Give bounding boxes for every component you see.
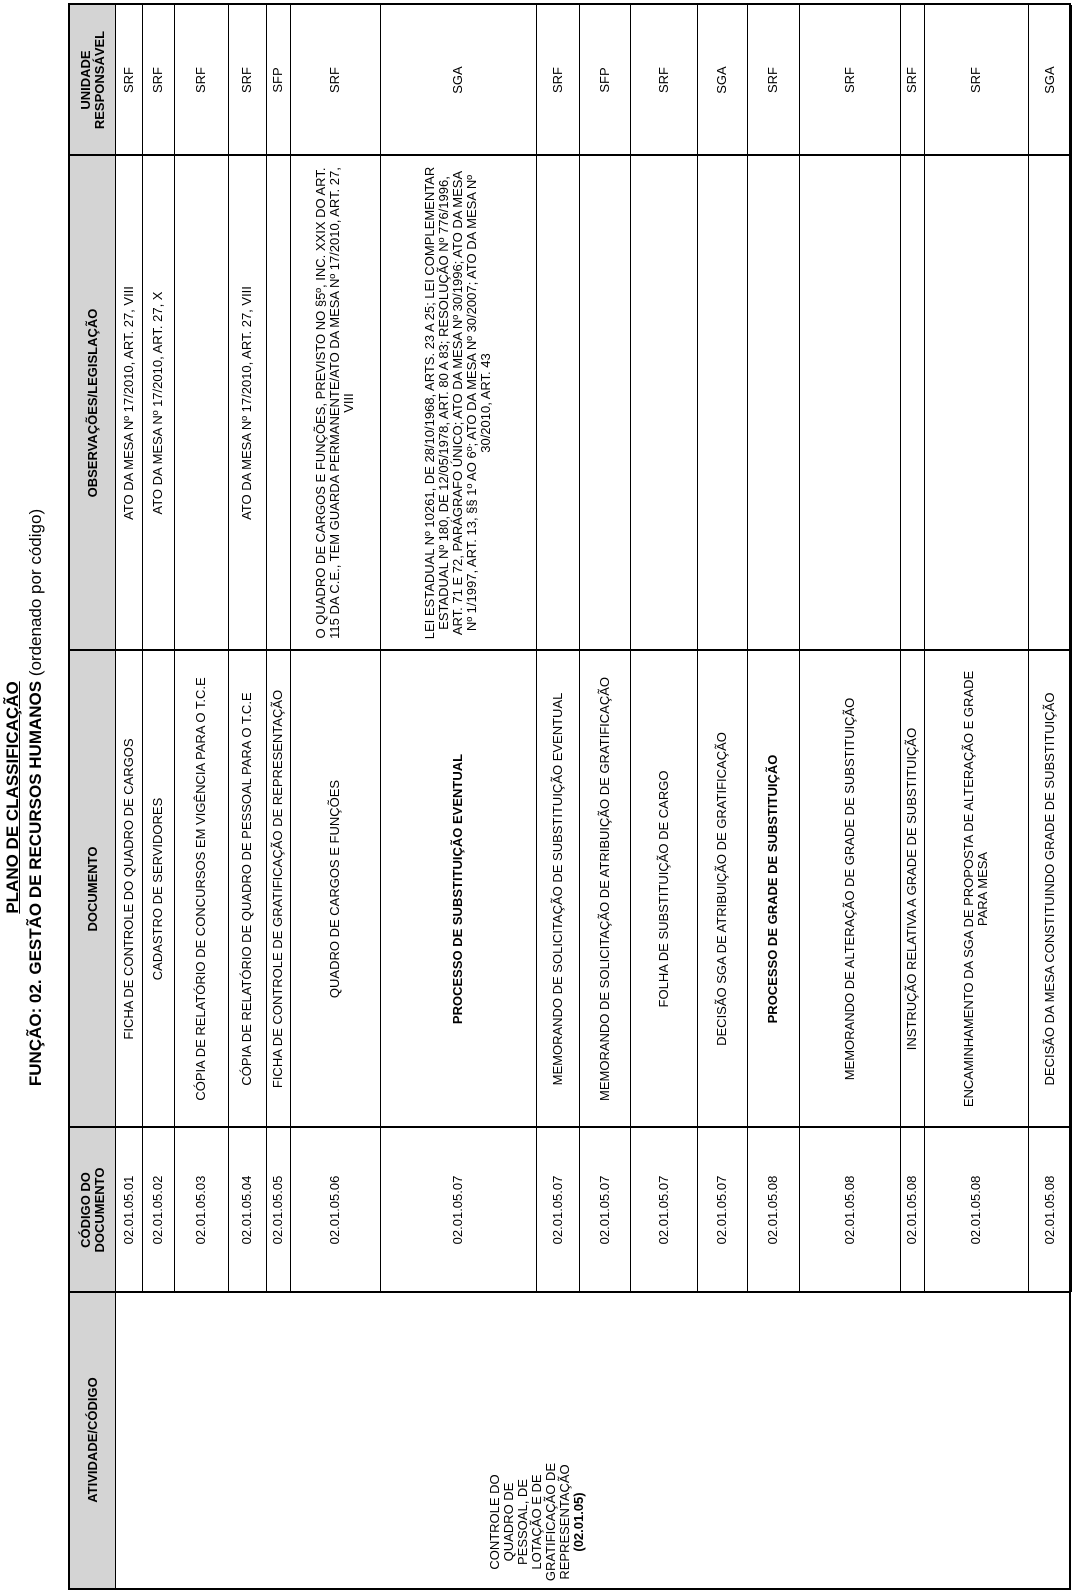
row-document: FOLHA DE SUBSTITUIÇÃO DE CARGO (655, 770, 671, 1007)
row-document: PROCESSO DE SUBSTITUIÇÃO EVENTUAL (450, 753, 465, 1024)
row-notes-cell (747, 155, 799, 650)
row-notes-cell (115, 155, 142, 650)
row-notes-cell (697, 155, 747, 650)
row-unit-cell (174, 5, 228, 155)
row-separator (1071, 5, 1072, 1292)
row-code: 02.01.05.04 (239, 1175, 254, 1244)
row-document: CÓPIA DE RELATÓRIO DE QUADRO DE PESSOAL PARA O T.C.E (239, 691, 254, 1086)
row-document: DECISÃO SGA DE ATRIBUIÇÃO DE GRATIFICAÇÃO (714, 731, 729, 1046)
row-unit: SRF (841, 67, 857, 93)
header-documento (70, 650, 115, 1127)
row-unit-cell (115, 5, 142, 155)
row-notes-cell (579, 155, 630, 650)
row-document-cell (380, 650, 536, 1127)
row-notes: LEI ESTADUAL Nº 10261, DE 28/10/1968, ARTS. 23 A 25; LEI COMPLEMENTAR ESTADUAL Nº 180, DE 12/05/1978, ART. 80 A 83; RESOLUÇÃO Nº 776/1996, ART. 71 E 72, PARÁGRAFO ÚNICO; ATO DA MESA Nº 30/1996; ATO DA MESA Nº 1/1997, ART. 13, §§ 1º AO 6º; ATO DA MESA Nº 30/2007; ATO DA MESA Nº 30/2010, ART. 43 (422, 166, 493, 639)
activity-text (488, 1452, 586, 1588)
function-subtitle (24, 0, 48, 1595)
row-notes: ATO DA MESA Nº 17/2010, ART. 27, X (150, 291, 165, 514)
row-document: INSTRUÇÃO RELATIVA A GRADE DE SUBSTITUIÇÃO (904, 727, 919, 1050)
row-code-cell (747, 1127, 799, 1292)
row-code-cell (579, 1127, 630, 1292)
row-unit: SRF (968, 67, 983, 93)
row-unit-cell (697, 5, 747, 155)
row-code: 02.01.05.07 (450, 1175, 465, 1244)
row-document-cell (697, 650, 747, 1127)
row-document: MEMORANDO DE SOLICITAÇÃO DE ATRIBUIÇÃO DE GRATIFICAÇÃO (596, 676, 612, 1101)
row-document: QUADRO DE CARGOS E FUNÇÕES (327, 779, 342, 998)
row-document: PROCESSO DE GRADE DE SUBSTITUIÇÃO (765, 754, 780, 1023)
row-unit: SRF (150, 67, 165, 93)
row-document: DECISÃO DA MESA CONSTITUINDO GRADE DE SUBSTITUIÇÃO (1041, 692, 1057, 1085)
row-notes-cell (799, 155, 900, 650)
row-code-cell (1028, 1127, 1071, 1292)
row-document-cell (900, 650, 924, 1127)
column-separator (70, 649, 1069, 651)
row-document: FICHA DE CONTROLE DO QUADRO DE CARGOS (120, 737, 136, 1040)
row-code-cell (142, 1127, 174, 1292)
row-code-cell (536, 1127, 579, 1292)
row-code-cell (697, 1127, 747, 1292)
classification-table (68, 3, 1071, 1590)
header-observacoes-label: OBSERVAÇÕES/LEGISLAÇÃO (84, 308, 100, 497)
header-documento-label: DOCUMENTO (84, 846, 100, 931)
row-code: 02.01.05.06 (327, 1175, 342, 1244)
row-document-cell (747, 650, 799, 1127)
row-document-cell (924, 650, 1028, 1127)
row-code: 02.01.05.02 (150, 1175, 165, 1244)
row-unit: SRF (193, 67, 208, 93)
row-unit-cell (536, 5, 579, 155)
function-label: FUNÇÃO: 02. GESTÃO DE RECURSOS HUMANOS (26, 680, 45, 1087)
header-codigo-label: CÓDIGO DO DOCUMENTO (77, 1167, 107, 1252)
row-notes-cell (380, 155, 536, 650)
row-code: 02.01.05.07 (549, 1175, 565, 1244)
row-code-cell (630, 1127, 697, 1292)
row-unit-cell (1028, 5, 1071, 155)
row-document-cell (290, 650, 380, 1127)
row-separator (115, 5, 116, 1588)
row-unit: SFP (270, 67, 285, 93)
row-notes-cell (228, 155, 266, 650)
row-unit: SRF (655, 67, 671, 93)
row-unit: SGA (714, 66, 729, 94)
row-unit: SRF (549, 67, 565, 93)
row-unit-cell (228, 5, 266, 155)
row-document-cell (630, 650, 697, 1127)
activity-cell (115, 1292, 1069, 1588)
row-notes-cell (174, 155, 228, 650)
row-notes: O QUADRO DE CARGOS E FUNÇÕES, PREVISTO NO §5º, INC. XXIX DO ART. 115 DA C.E., TEM GUARDA PERMANENTE/ATO DA MESA Nº 17/2010, ART. 27, VIII (313, 166, 356, 639)
row-document: CADASTRO DE SERVIDORES (150, 797, 165, 980)
row-code-cell (799, 1127, 900, 1292)
row-code: 02.01.05.05 (270, 1175, 285, 1244)
document-heading (0, 0, 68, 1595)
row-unit-cell (579, 5, 630, 155)
row-document: CÓPIA DE RELATÓRIO DE CONCURSOS EM VIGÊNCIA PARA O T.C.E (193, 676, 208, 1101)
row-document-cell (799, 650, 900, 1127)
row-unit: SRF (765, 67, 780, 93)
row-unit: SGA (1041, 66, 1057, 94)
row-document-cell (115, 650, 142, 1127)
row-notes-cell (900, 155, 924, 650)
row-code-cell (174, 1127, 228, 1292)
row-unit: SRF (904, 67, 919, 93)
row-code: 02.01.05.07 (655, 1175, 671, 1244)
row-unit: SRF (327, 67, 342, 93)
row-unit-cell (142, 5, 174, 155)
row-code: 02.01.05.08 (904, 1175, 919, 1244)
row-unit-cell (924, 5, 1028, 155)
header-unidade-label: UNIDADE RESPONSÁVEL (77, 30, 107, 130)
row-document-cell (579, 650, 630, 1127)
row-unit: SRF (120, 67, 136, 93)
row-code-cell (115, 1127, 142, 1292)
row-code: 02.01.05.08 (968, 1175, 983, 1244)
row-unit-cell (900, 5, 924, 155)
header-atividade-label: ATIVIDADE/CÓDIGO (84, 1377, 100, 1503)
row-code: 02.01.05.08 (841, 1175, 857, 1244)
row-unit-cell (266, 5, 290, 155)
row-code: 02.01.05.01 (120, 1175, 136, 1244)
header-atividade (70, 1292, 115, 1588)
row-code-cell (924, 1127, 1028, 1292)
row-document-cell (174, 650, 228, 1127)
page-title: PLANO DE CLASSIFICAÇÃO (3, 681, 22, 914)
activity-code: (02.01.05) (571, 1492, 586, 1552)
row-code: 02.01.05.03 (193, 1175, 208, 1244)
row-notes-cell (1028, 155, 1071, 650)
row-notes-cell (142, 155, 174, 650)
row-document-cell (536, 650, 579, 1127)
row-code: 02.01.05.08 (1041, 1175, 1057, 1244)
header-codigo (70, 1127, 115, 1292)
row-document-cell (228, 650, 266, 1127)
row-document: FICHA DE CONTROLE DE GRATIFICAÇÃO DE REPRESENTAÇÃO (270, 689, 285, 1088)
row-unit: SFP (596, 67, 612, 93)
header-observacoes (70, 155, 115, 650)
column-separator (70, 1126, 1069, 1128)
row-code: 02.01.05.07 (596, 1175, 612, 1244)
row-code-cell (900, 1127, 924, 1292)
row-code-cell (228, 1127, 266, 1292)
row-unit: SRF (239, 67, 254, 93)
row-document-cell (142, 650, 174, 1127)
row-code-cell (290, 1127, 380, 1292)
row-notes-cell (266, 155, 290, 650)
row-unit-cell (630, 5, 697, 155)
row-unit-cell (799, 5, 900, 155)
row-notes: ATO DA MESA Nº 17/2010, ART. 27, VIII (120, 285, 136, 520)
row-notes-cell (536, 155, 579, 650)
row-notes: ATO DA MESA Nº 17/2010, ART. 27, VIII (239, 285, 254, 520)
row-unit-cell (290, 5, 380, 155)
row-document: MEMORANDO DE SOLICITAÇÃO DE SUBSTITUIÇÃO EVENTUAL (549, 692, 565, 1085)
column-separator (70, 154, 1069, 156)
row-notes-cell (290, 155, 380, 650)
row-code-cell (380, 1127, 536, 1292)
row-document: MEMORANDO DE ALTERAÇÃO DE GRADE DE SUBSTITUIÇÃO (841, 697, 857, 1080)
row-unit-cell (380, 5, 536, 155)
row-document-cell (266, 650, 290, 1127)
row-notes-cell (924, 155, 1028, 650)
activity-name: CONTROLE DO QUADRO DE PESSOAL, DE LOTAÇÃO E DE GRATIFICAÇÃO DE REPRESENTAÇÃO (487, 1462, 572, 1582)
order-note: (ordenado por código) (26, 508, 45, 677)
header-unidade (70, 5, 115, 155)
row-notes-cell (630, 155, 697, 650)
column-separator (70, 1291, 1069, 1293)
row-code: 02.01.05.08 (765, 1175, 780, 1244)
row-code-cell (266, 1127, 290, 1292)
row-document-cell (1028, 650, 1071, 1127)
row-unit-cell (747, 5, 799, 155)
row-unit: SGA (450, 66, 465, 94)
row-code: 02.01.05.07 (714, 1175, 729, 1244)
row-document: ENCAMINHAMENTO DA SGA DE PROPOSTA DE ALTERAÇÃO E GRADE PARA MESA (961, 670, 990, 1107)
